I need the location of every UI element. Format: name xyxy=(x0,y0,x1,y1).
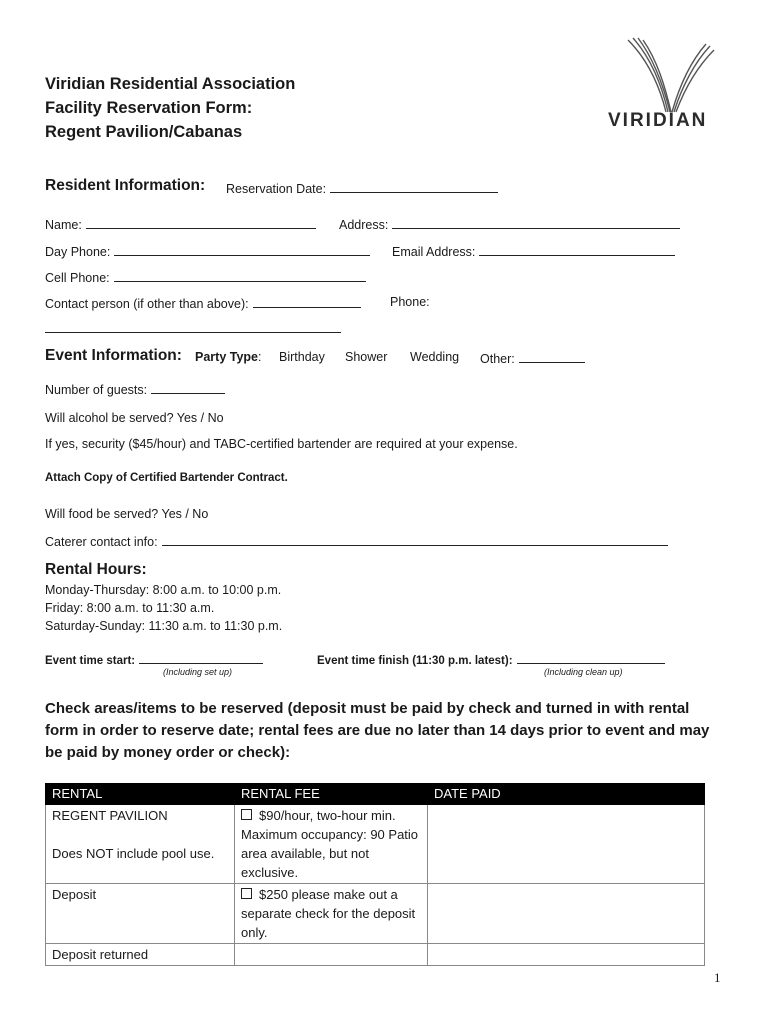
food-question: Will food be served? Yes / No xyxy=(45,507,209,521)
fee-deposit-cell[interactable] xyxy=(235,884,428,944)
rental-pavilion-note: Does NOT include pool use. xyxy=(52,846,215,861)
rental-table xyxy=(45,783,705,966)
attach-note: Attach Copy of Certified Bartender Contract. xyxy=(45,472,288,484)
caterer-line[interactable] xyxy=(162,533,668,546)
title-line-2: Facility Reservation Form: xyxy=(45,99,253,117)
party-option-other[interactable] xyxy=(480,350,585,366)
party-other-label: Other: xyxy=(480,352,515,366)
party-type-colon: : xyxy=(258,350,262,364)
table-row xyxy=(46,805,705,884)
phone-label: Phone: xyxy=(390,295,430,309)
reservation-date-line[interactable] xyxy=(330,180,498,193)
cell-phone-label: Cell Phone: xyxy=(45,271,110,285)
contact-person-field[interactable] xyxy=(45,295,361,311)
date-paid-deposit[interactable] xyxy=(428,884,705,944)
rental-hours-list xyxy=(45,581,282,635)
deposit-checkbox[interactable] xyxy=(241,888,252,899)
leaf-logo-icon xyxy=(600,34,736,114)
day-phone-field[interactable] xyxy=(45,243,370,259)
party-other-line[interactable] xyxy=(519,350,585,363)
pavilion-checkbox[interactable] xyxy=(241,809,252,820)
event-finish-note: (Including clean up) xyxy=(544,667,623,677)
caterer-label: Caterer contact info: xyxy=(45,535,158,549)
date-paid-deposit-returned[interactable] xyxy=(428,944,705,966)
resident-heading: Resident Information: xyxy=(45,177,206,194)
contact-person-line[interactable] xyxy=(253,295,361,308)
security-note: If yes, security ($45/hour) and TABC-certified bartender are required at your expense. xyxy=(45,437,518,451)
event-heading: Event Information: xyxy=(45,347,182,364)
header-rental: RENTAL xyxy=(46,784,235,805)
party-option-shower[interactable]: Shower xyxy=(345,350,388,364)
email-label: Email Address: xyxy=(392,245,476,259)
day-phone-label: Day Phone: xyxy=(45,245,111,259)
fee-pavilion-cell[interactable] xyxy=(235,805,428,884)
caterer-field[interactable] xyxy=(45,533,668,549)
cell-phone-line[interactable] xyxy=(114,269,366,282)
rental-hours-heading: Rental Hours: xyxy=(45,561,147,578)
hours-weekday: Monday-Thursday: 8:00 a.m. to 10:00 p.m. xyxy=(45,583,282,597)
table-row xyxy=(46,944,705,966)
fee-deposit-returned-cell[interactable] xyxy=(235,944,428,966)
check-areas-instructions: Check areas/items to be reserved (deposit must be paid by check and turned in with rental form in order to reserve date; rental fees are due no later than 14 days prior to event and may be paid by money order or check): xyxy=(45,700,710,761)
name-label: Name: xyxy=(45,218,82,232)
date-paid-pavilion[interactable] xyxy=(428,805,705,884)
alcohol-question: Will alcohol be served? Yes / No xyxy=(45,411,224,425)
party-type-label xyxy=(195,350,261,364)
page-number: 1 xyxy=(714,970,721,985)
phone-continuation-line[interactable] xyxy=(45,322,341,333)
guests-line[interactable] xyxy=(151,381,225,394)
guests-label: Number of guests: xyxy=(45,383,148,397)
rental-deposit-returned-cell: Deposit returned xyxy=(46,944,235,966)
address-field[interactable] xyxy=(339,216,680,232)
event-start-field[interactable] xyxy=(45,651,263,667)
event-start-line[interactable] xyxy=(139,651,263,664)
table-header-row xyxy=(46,784,705,805)
rental-pavilion-cell xyxy=(46,805,235,884)
fee-pavilion-text: $90/hour, two-hour min. Maximum occupancy: 90 Patio area available, but not exclusive. xyxy=(241,808,419,880)
reservation-date-label: Reservation Date: xyxy=(226,182,327,196)
name-line[interactable] xyxy=(86,216,316,229)
address-label: Address: xyxy=(339,218,389,232)
party-type-text: Party Type xyxy=(195,350,258,364)
email-field[interactable] xyxy=(392,243,675,259)
hours-weekend: Saturday-Sunday: 11:30 a.m. to 11:30 p.m. xyxy=(45,619,283,633)
party-option-birthday[interactable]: Birthday xyxy=(279,350,325,364)
event-finish-line[interactable] xyxy=(517,651,665,664)
contact-person-label: Contact person (if other than above): xyxy=(45,297,249,311)
fee-deposit-text: $250 please make out a separate check for the deposit only. xyxy=(241,887,416,940)
cell-phone-field[interactable] xyxy=(45,269,366,285)
title-line-1: Viridian Residential Association xyxy=(45,75,296,93)
day-phone-line[interactable] xyxy=(114,243,370,256)
party-option-wedding[interactable]: Wedding xyxy=(410,350,460,364)
logo-wordmark: VIRIDIAN xyxy=(608,110,708,131)
header-rental-fee: RENTAL FEE xyxy=(235,784,428,805)
name-field[interactable] xyxy=(45,216,316,232)
rental-pavilion-name: REGENT PAVILION xyxy=(52,808,168,823)
event-finish-label: Event time finish (11:30 p.m. latest): xyxy=(317,655,513,667)
table-row xyxy=(46,884,705,944)
guests-field[interactable] xyxy=(45,381,225,397)
form-title xyxy=(45,72,295,144)
event-finish-field[interactable] xyxy=(317,651,665,667)
viridian-logo xyxy=(600,34,736,134)
header-date-paid: DATE PAID xyxy=(428,784,705,805)
rental-deposit-cell: Deposit xyxy=(46,884,235,944)
event-start-label: Event time start: xyxy=(45,655,136,667)
hours-friday: Friday: 8:00 a.m. to 11:30 a.m. xyxy=(45,601,215,615)
email-line[interactable] xyxy=(479,243,675,256)
reservation-date-field[interactable] xyxy=(226,180,498,196)
event-start-note: (Including set up) xyxy=(163,667,233,677)
address-line[interactable] xyxy=(392,216,680,229)
title-line-3: Regent Pavilion/Cabanas xyxy=(45,123,243,141)
